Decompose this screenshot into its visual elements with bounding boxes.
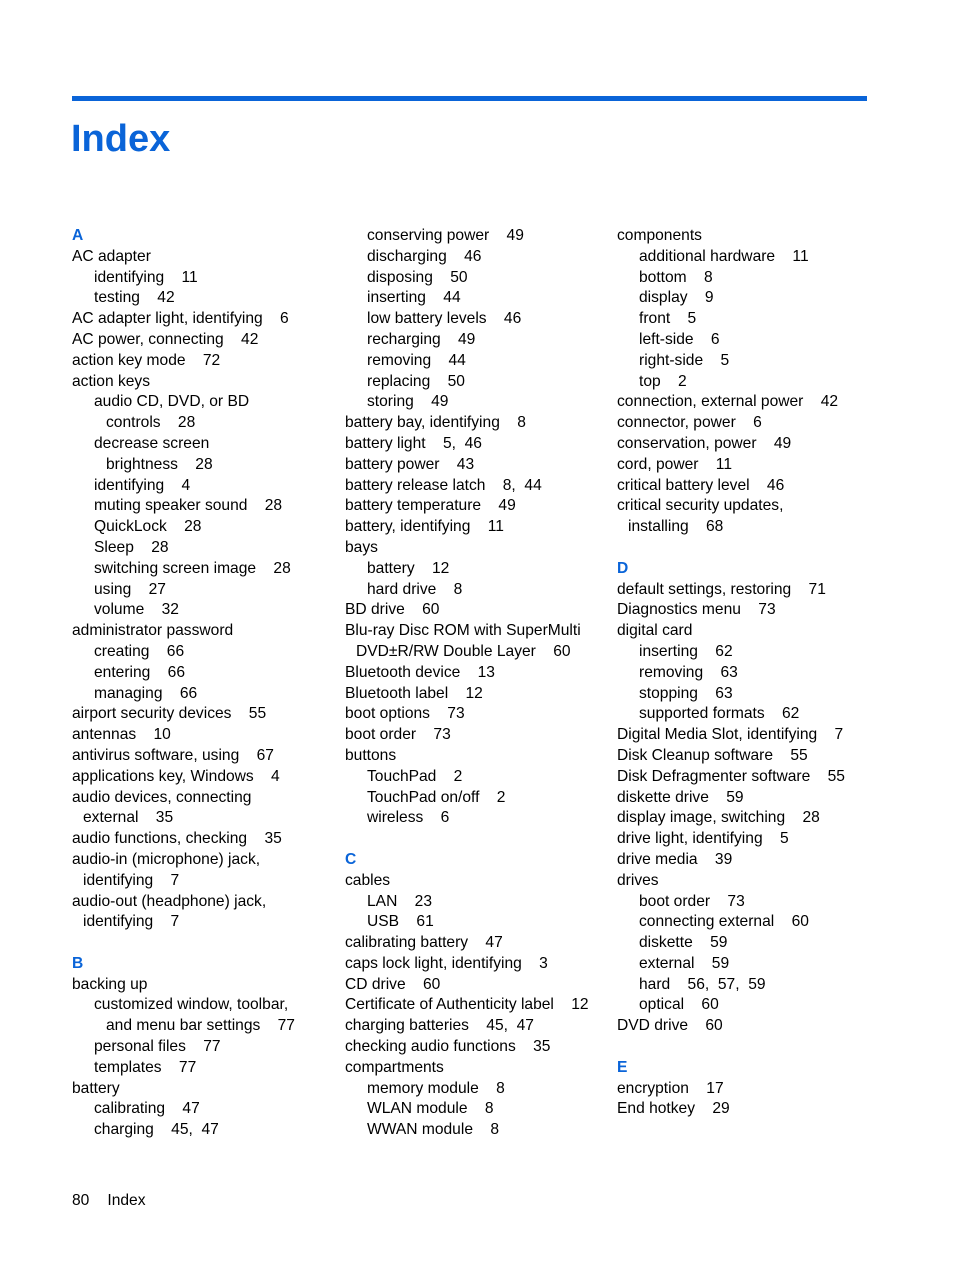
index-subentry: managing 66 <box>94 684 198 702</box>
index-entry: default settings, restoring 71 <box>617 580 826 598</box>
index-subentry: personal files 77 <box>94 1038 221 1056</box>
index-subentry: top 2 <box>639 372 687 390</box>
index-letter-heading: E <box>617 1058 628 1076</box>
index-entry: DVD±R/RW Double Layer 60 <box>356 642 571 660</box>
index-subentry: discharging 46 <box>367 247 482 265</box>
index-subentry: inserting 62 <box>639 642 733 660</box>
page-number: 80 <box>72 1192 90 1209</box>
index-entry: AC adapter light, identifying 6 <box>72 310 289 328</box>
index-entry: Blu-ray Disc ROM with SuperMulti <box>345 622 581 640</box>
index-entry: battery power 43 <box>345 455 475 473</box>
index-subentry: diskette 59 <box>639 934 728 952</box>
index-subentry: testing 42 <box>94 289 175 307</box>
index-entry: End hotkey 29 <box>617 1100 730 1118</box>
index-entry: cables <box>345 871 391 889</box>
index-subentry: creating 66 <box>94 642 185 660</box>
index-entry: audio-in (microphone) jack, <box>72 850 261 868</box>
index-subentry: replacing 50 <box>367 372 465 390</box>
index-entry: external 35 <box>83 809 174 827</box>
index-entry: drive media 39 <box>617 850 733 868</box>
index-subentry: hard drive 8 <box>367 580 463 598</box>
index-entry: audio devices, connecting <box>72 788 252 806</box>
index-entry: battery light 5, 46 <box>345 434 482 452</box>
index-subentry: charging 45, 47 <box>94 1121 219 1139</box>
index-subentry: TouchPad 2 <box>367 767 463 785</box>
index-subentry: external 59 <box>639 954 730 972</box>
page-footer <box>72 1192 164 1210</box>
index-subentry: conserving power 49 <box>367 227 524 244</box>
index-entry: AC power, connecting 42 <box>72 330 259 348</box>
index-subentry: boot order 73 <box>639 892 745 910</box>
index-entry: Bluetooth device 13 <box>345 663 495 681</box>
index-entry: display image, switching 28 <box>617 809 820 827</box>
index-entry: boot options 73 <box>345 705 465 723</box>
index-entry: Bluetooth label 12 <box>345 684 483 702</box>
index-entry: BD drive 60 <box>345 601 440 619</box>
index-letter-heading: C <box>345 850 357 868</box>
index-entry: calibrating battery 47 <box>345 934 503 952</box>
index-entry: components <box>617 227 702 244</box>
index-subentry: WWAN module 8 <box>367 1121 499 1139</box>
index-entry: bays <box>345 538 378 556</box>
index-subentry: recharging 49 <box>367 330 476 348</box>
index-entry: antennas 10 <box>72 726 171 744</box>
index-subentry: using 27 <box>94 580 166 598</box>
index-entry: conservation, power 49 <box>617 434 792 452</box>
index-subentry: LAN 23 <box>367 892 433 910</box>
index-entry: CD drive 60 <box>345 975 441 993</box>
index-subentry: wireless 6 <box>367 809 450 827</box>
index-subentry: inserting 44 <box>367 289 461 307</box>
index-entry: buttons <box>345 746 397 764</box>
index-subentry: storing 49 <box>367 393 449 411</box>
index-subentry: right-side 5 <box>639 351 730 369</box>
index-entry: airport security devices 55 <box>72 705 267 723</box>
index-subentry: removing 63 <box>639 663 738 681</box>
footer-section: Index <box>107 1192 146 1209</box>
index-entry: action keys <box>72 372 151 390</box>
index-entry: administrator password <box>72 622 234 640</box>
index-entry: DVD drive 60 <box>617 1017 723 1035</box>
index-entry: digital card <box>617 622 693 640</box>
header-rule <box>72 96 867 101</box>
index-entry: encryption 17 <box>617 1079 724 1097</box>
index-entry: charging batteries 45, 47 <box>345 1017 534 1035</box>
index-entry: battery release latch 8, 44 <box>345 476 542 494</box>
index-entry: compartments <box>345 1058 444 1076</box>
index-entry: antivirus software, using 67 <box>72 746 274 764</box>
index-subentry: optical 60 <box>639 996 719 1014</box>
index-subentry: additional hardware 11 <box>639 247 809 265</box>
index-subentry: templates 77 <box>94 1058 197 1076</box>
index-subentry: switching screen image 28 <box>94 559 291 577</box>
index-entry: drive light, identifying 5 <box>617 830 789 848</box>
page-title: Index <box>71 118 171 160</box>
index-subentry: controls 28 <box>106 414 196 432</box>
index-subentry: disposing 50 <box>367 268 468 286</box>
index-subentry: decrease screen <box>94 434 210 452</box>
index-entry: critical security updates, <box>617 497 784 515</box>
index-subentry: front 5 <box>639 310 697 328</box>
index-entry: Disk Cleanup software 55 <box>617 746 808 764</box>
index-subentry: muting speaker sound 28 <box>94 497 283 515</box>
index-subentry: audio CD, DVD, or BD <box>94 393 250 411</box>
index-subentry: connecting external 60 <box>639 913 809 931</box>
index-subentry: bottom 8 <box>639 268 713 286</box>
index-entry: connector, power 6 <box>617 414 762 432</box>
index-letter-heading: D <box>617 559 629 577</box>
index-entry: battery, identifying 11 <box>345 518 504 536</box>
index-letter-heading: A <box>72 227 84 244</box>
index-entry: identifying 7 <box>83 913 180 931</box>
index-subentry: QuickLock 28 <box>94 518 202 536</box>
index-subentry: entering 66 <box>94 663 186 681</box>
index-entry: caps lock light, identifying 3 <box>345 954 548 972</box>
index-subentry: supported formats 62 <box>639 705 800 723</box>
index-subentry: display 9 <box>639 289 714 307</box>
index-entry: Certificate of Authenticity label 12 <box>345 996 589 1014</box>
index-subentry: memory module 8 <box>367 1079 505 1097</box>
index-subentry: volume 32 <box>94 601 179 619</box>
index-entry: Diagnostics menu 73 <box>617 601 776 619</box>
index-entry: applications key, Windows 4 <box>72 767 280 785</box>
index-column-3 <box>617 226 885 1120</box>
index-entry: checking audio functions 35 <box>345 1038 551 1056</box>
index-subentry: and menu bar settings 77 <box>106 1017 295 1035</box>
index-entry: cord, power 11 <box>617 455 732 473</box>
index-column-2 <box>345 226 613 1141</box>
index-subentry: WLAN module 8 <box>367 1100 494 1118</box>
index-entry: Digital Media Slot, identifying 7 <box>617 726 844 744</box>
index-letter-heading: B <box>72 954 84 972</box>
index-subentry: TouchPad on/off 2 <box>367 788 506 806</box>
index-entry: identifying 7 <box>83 871 180 889</box>
index-entry: battery <box>72 1079 120 1097</box>
index-subentry: customized window, toolbar, <box>94 996 289 1014</box>
index-column-1 <box>72 226 340 1141</box>
index-subentry: USB 61 <box>367 913 434 931</box>
index-subentry: identifying 4 <box>94 476 191 494</box>
index-entry: AC adapter <box>72 247 151 265</box>
index-subentry: calibrating 47 <box>94 1100 200 1118</box>
index-entry: backing up <box>72 975 148 993</box>
index-entry: battery bay, identifying 8 <box>345 414 526 432</box>
index-subentry: stopping 63 <box>639 684 733 702</box>
index-subentry: Sleep 28 <box>94 538 169 556</box>
index-entry: boot order 73 <box>345 726 451 744</box>
index-entry: connection, external power 42 <box>617 393 839 411</box>
index-entry: battery temperature 49 <box>345 497 516 515</box>
index-entry: drives <box>617 871 659 889</box>
index-entry: diskette drive 59 <box>617 788 744 806</box>
index-entry: audio functions, checking 35 <box>72 830 282 848</box>
index-subentry: identifying 11 <box>94 268 198 286</box>
index-subentry: left-side 6 <box>639 330 720 348</box>
index-subentry: brightness 28 <box>106 455 213 473</box>
index-subentry: low battery levels 46 <box>367 310 522 328</box>
index-entry: critical battery level 46 <box>617 476 785 494</box>
index-entry: action key mode 72 <box>72 351 221 369</box>
index-entry: audio-out (headphone) jack, <box>72 892 267 910</box>
index-subentry: removing 44 <box>367 351 466 369</box>
index-subentry: hard 56, 57, 59 <box>639 975 766 993</box>
index-entry: Disk Defragmenter software 55 <box>617 767 845 785</box>
index-subentry: battery 12 <box>367 559 450 577</box>
index-entry: installing 68 <box>628 518 724 536</box>
